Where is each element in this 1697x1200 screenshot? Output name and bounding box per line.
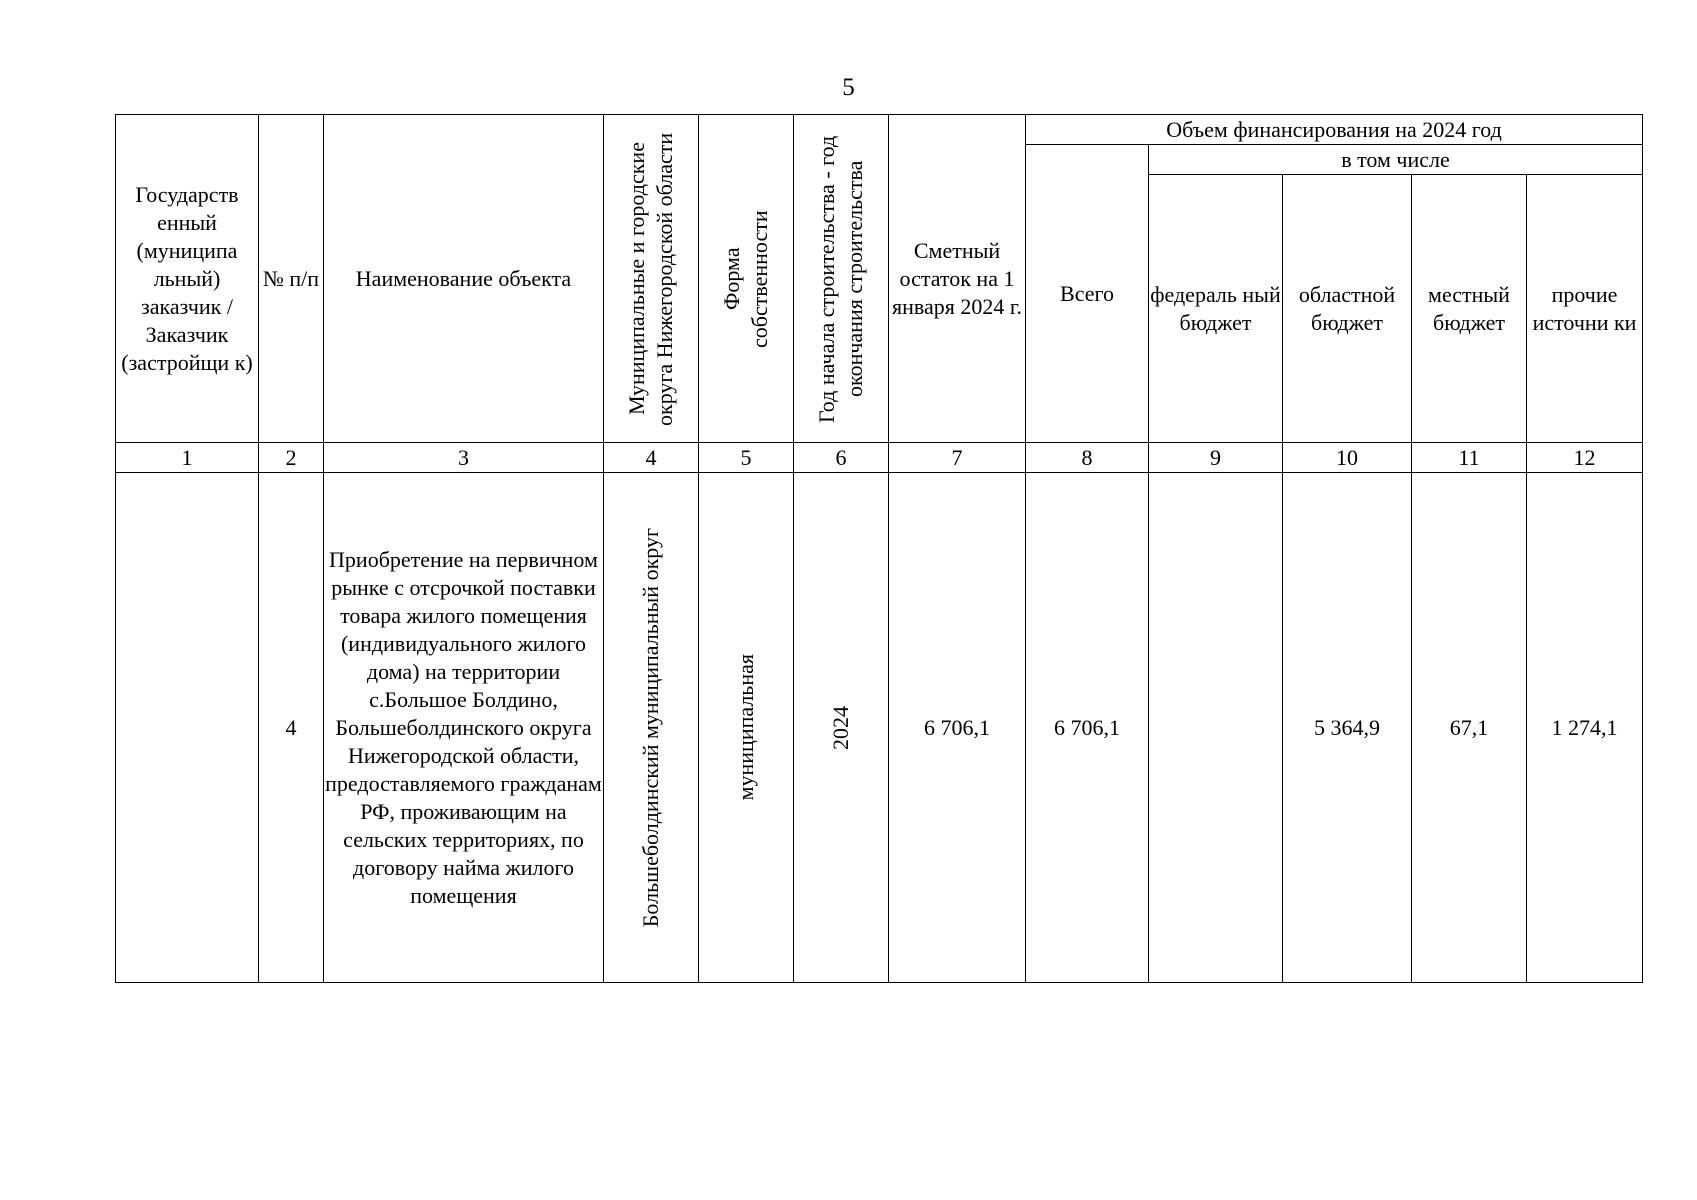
row-local: 67,1 bbox=[1412, 473, 1527, 983]
row-municipal: Большеболдинский муниципальный округ bbox=[604, 473, 699, 983]
row-object-name: Приобретение на первичном рынке с отсрочкой поставки товара жилого помещения (индивидуального жилого дома) на территории с.Большое Болдино, Большеболдинского округа Нижегородской области, предоставляемого гражданам РФ, проживающим на сельских территориях, по договору найма жилого помещения bbox=[324, 473, 604, 983]
row-regional: 5 364,9 bbox=[1283, 473, 1412, 983]
column-number: 12 bbox=[1527, 443, 1643, 473]
column-number: 4 bbox=[604, 443, 699, 473]
column-number: 10 bbox=[1283, 443, 1412, 473]
financing-table bbox=[115, 114, 1643, 983]
header-regional: областной бюджет bbox=[1283, 175, 1412, 443]
row-num: 4 bbox=[259, 473, 324, 983]
row-customer bbox=[116, 473, 259, 983]
column-number: 6 bbox=[794, 443, 889, 473]
header-other: прочие источни ки bbox=[1527, 175, 1643, 443]
column-number: 3 bbox=[324, 443, 604, 473]
row-federal bbox=[1149, 473, 1283, 983]
row-other: 1 274,1 bbox=[1527, 473, 1643, 983]
column-number: 5 bbox=[699, 443, 794, 473]
row-balance: 6 706,1 bbox=[889, 473, 1026, 983]
header-customer: Государств енный (муниципа льный) заказчик / Заказчик (застройщи к) bbox=[116, 115, 259, 443]
header-financing: Объем финансирования на 2024 год bbox=[1026, 115, 1643, 145]
header-years: Год начала строительства - год окончания строительства bbox=[794, 115, 889, 443]
column-number: 2 bbox=[259, 443, 324, 473]
header-federal: федераль ный бюджет bbox=[1149, 175, 1283, 443]
header-row-1 bbox=[116, 115, 1643, 145]
header-object-name: Наименование объекта bbox=[324, 115, 604, 443]
header-ownership: Форма собственности bbox=[699, 115, 794, 443]
column-number: 1 bbox=[116, 443, 259, 473]
page-number: 5 bbox=[842, 74, 855, 101]
row-ownership: муниципальная bbox=[699, 473, 794, 983]
header-municipal: Муниципальные и городские округа Нижегородской области bbox=[604, 115, 699, 443]
column-number: 9 bbox=[1149, 443, 1283, 473]
column-number: 7 bbox=[889, 443, 1026, 473]
column-number-row bbox=[116, 443, 1643, 473]
column-number: 11 bbox=[1412, 443, 1527, 473]
row-total: 6 706,1 bbox=[1026, 473, 1149, 983]
header-balance: Сметный остаток на 1 января 2024 г. bbox=[889, 115, 1026, 443]
header-num: № п/п bbox=[259, 115, 324, 443]
table-row bbox=[116, 473, 1643, 983]
column-number: 8 bbox=[1026, 443, 1149, 473]
row-years: 2024 bbox=[794, 473, 889, 983]
header-total: Всего bbox=[1026, 145, 1149, 443]
header-including: в том числе bbox=[1149, 145, 1643, 175]
header-local: местный бюджет bbox=[1412, 175, 1527, 443]
